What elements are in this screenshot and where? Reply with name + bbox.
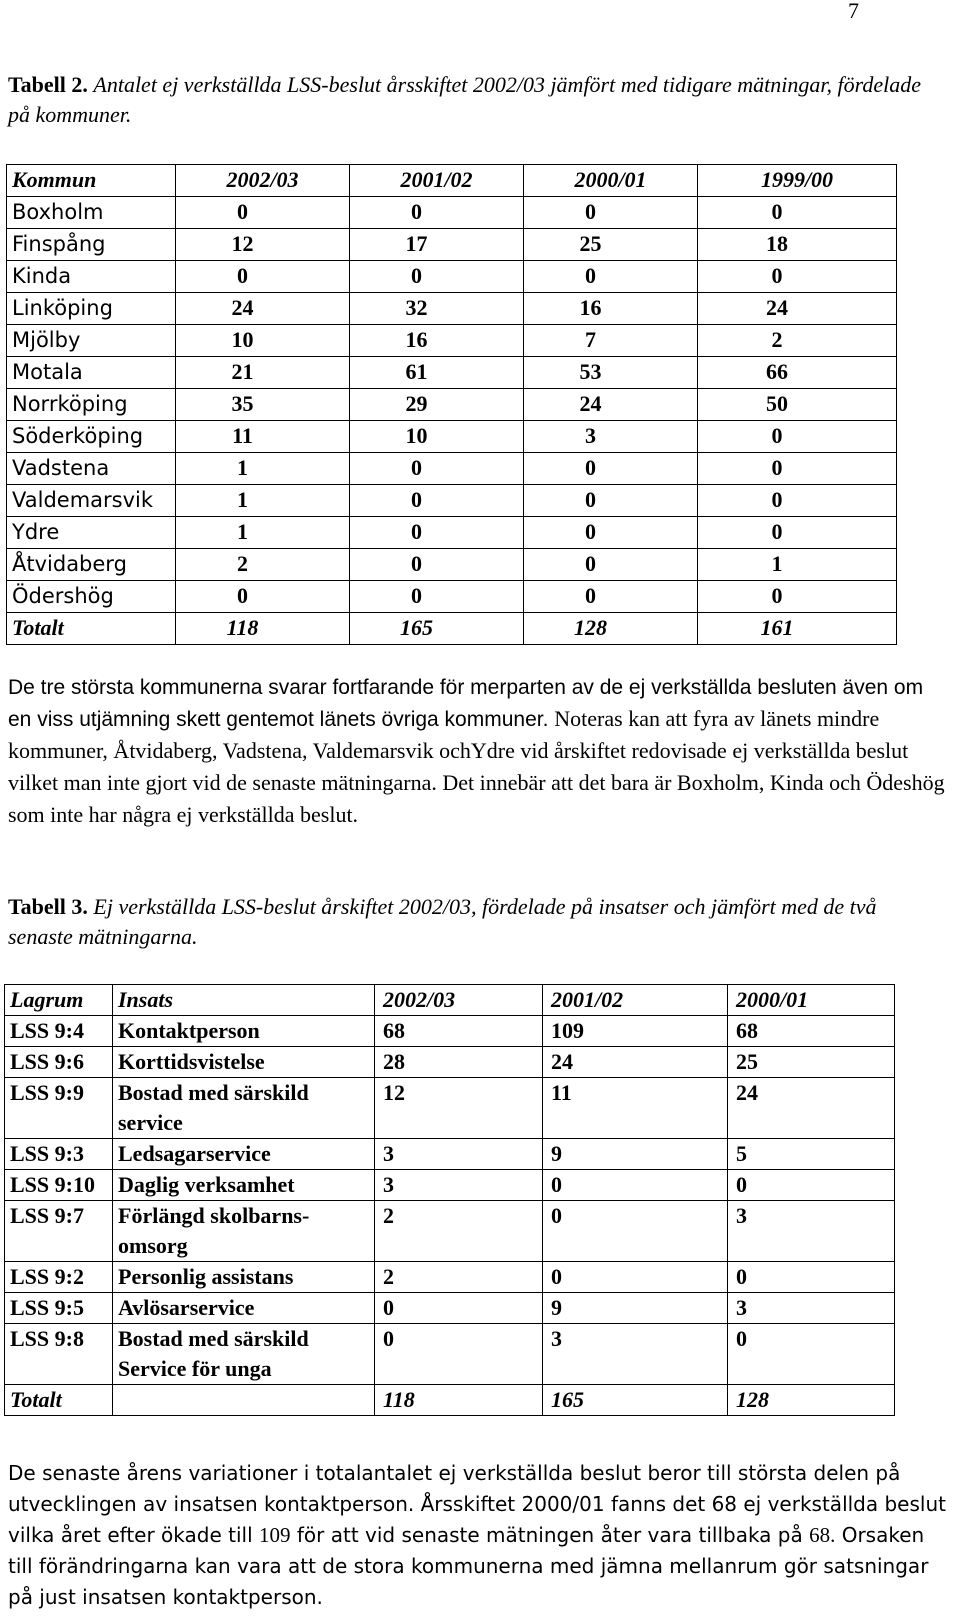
table-row [7, 421, 897, 453]
table-cell: 0 [176, 197, 350, 229]
table-cell: Vadstena [7, 453, 176, 485]
table-cell: 2 [176, 549, 350, 581]
table-cell: 2002/03 [176, 165, 350, 197]
table-cell: Totalt [5, 1385, 113, 1416]
table-cell: 0 [524, 453, 698, 485]
table-row [5, 1016, 895, 1047]
table-row [7, 517, 897, 549]
table-cell: Linköping [7, 293, 176, 325]
table-cell: 9 [543, 1139, 728, 1170]
table-cell: 28 [375, 1047, 543, 1078]
paragraph2-part-b: 109 [259, 1523, 291, 1547]
table-row [7, 325, 897, 357]
table-cell: LSS 9:7 [5, 1201, 113, 1262]
table-cell: 66 [698, 357, 897, 389]
table-cell: 16 [350, 325, 524, 357]
table-cell: 0 [524, 485, 698, 517]
table-cell: 2 [698, 325, 897, 357]
table-cell: 0 [698, 261, 897, 293]
table3-caption [8, 892, 938, 952]
table-cell: 12 [176, 229, 350, 261]
table-cell: 11 [543, 1078, 728, 1139]
table-cell: 3 [728, 1201, 895, 1262]
table-cell: 0 [524, 517, 698, 549]
table-cell: 29 [350, 389, 524, 421]
table-cell: Åtvidaberg [7, 549, 176, 581]
table-cell: 17 [350, 229, 524, 261]
table-cell: Kommun [7, 165, 176, 197]
table-cell: Lagrum [5, 985, 113, 1016]
header-row [7, 165, 897, 197]
table-cell: 35 [176, 389, 350, 421]
table-cell: Motala [7, 357, 176, 389]
table-cell: Valdemarsvik [7, 485, 176, 517]
table-row [7, 549, 897, 581]
table-cell: 7 [524, 325, 698, 357]
table-cell: 2000/01 [524, 165, 698, 197]
table3-caption-lead: Tabell 3. [8, 894, 88, 919]
table-cell: 9 [543, 1293, 728, 1324]
table-cell: 3 [728, 1293, 895, 1324]
paragraph1-part-b: Noteras kan att fyra av länets mindre kommuner, Åtvidaberg, Vadstena, Valdemarsvik ochYdre vid årskiftet redovisade ej verkställda beslut vilket man inte gjort vid de senaste mätningarna. Det innebär att det bara är Boxholm, Kinda och Ödeshög som inte har några ej verkställda beslut. [8, 706, 945, 827]
municipality-table [6, 164, 897, 645]
table-cell: Söderköping [7, 421, 176, 453]
page-number: 7 [848, 0, 859, 23]
table-cell: Kontaktperson [113, 1016, 375, 1047]
table-cell: 161 [698, 613, 897, 645]
table-cell: 24 [524, 389, 698, 421]
table-cell: LSS 9:4 [5, 1016, 113, 1047]
table-cell: 0 [698, 517, 897, 549]
table-cell: Norrköping [7, 389, 176, 421]
table-cell: Förlängd skolbarns-omsorg [113, 1201, 375, 1262]
table-row [5, 1201, 895, 1262]
table-cell: 24 [543, 1047, 728, 1078]
table-cell: 2 [375, 1262, 543, 1293]
table-cell: 0 [524, 261, 698, 293]
paragraph2-part-c: för att vid senaste mätningen åter vara tillbaka på [296, 1523, 803, 1547]
table-cell: 2001/02 [543, 985, 728, 1016]
table-cell: 0 [350, 197, 524, 229]
table-row [7, 581, 897, 613]
table-cell: 165 [543, 1385, 728, 1416]
table-row [5, 1324, 895, 1385]
table-cell: 24 [176, 293, 350, 325]
table-row [7, 485, 897, 517]
table-cell: Boxholm [7, 197, 176, 229]
header-row [5, 985, 895, 1016]
table-cell: 61 [350, 357, 524, 389]
table-cell: Daglig verksamhet [113, 1170, 375, 1201]
table-cell: 0 [728, 1262, 895, 1293]
table-cell: 0 [350, 261, 524, 293]
table-cell: LSS 9:9 [5, 1078, 113, 1139]
table-cell: LSS 9:3 [5, 1139, 113, 1170]
table-cell: 0 [524, 549, 698, 581]
table-cell: 0 [524, 581, 698, 613]
table-cell: 32 [350, 293, 524, 325]
table-cell: Totalt [7, 613, 176, 645]
table-cell: 24 [728, 1078, 895, 1139]
table-row [7, 293, 897, 325]
table-cell: 0 [728, 1170, 895, 1201]
paragraph1-part-a: De tre största kommunerna svarar fortfarande för merparten av de ej verkställda besluten även om en viss utjämning skett gentemot länets övriga kommuner. [8, 676, 924, 731]
table-cell: 0 [350, 581, 524, 613]
table-cell: 5 [728, 1139, 895, 1170]
table-cell: 3 [375, 1170, 543, 1201]
table-cell: LSS 9:2 [5, 1262, 113, 1293]
table2-caption-text: Antalet ej verkställda LSS-beslut årsskiftet 2002/03 jämfört med tidigare mätningar, fördelade på kommuner. [8, 72, 921, 127]
table-row [7, 229, 897, 261]
table-cell: 2002/03 [375, 985, 543, 1016]
table-cell: 0 [350, 485, 524, 517]
table-cell: 2000/01 [728, 985, 895, 1016]
table-cell: Kinda [7, 261, 176, 293]
table-cell: 1 [176, 453, 350, 485]
table-cell: Mjölby [7, 325, 176, 357]
table-row [7, 453, 897, 485]
table-cell: 0 [728, 1324, 895, 1385]
table-row [5, 1170, 895, 1201]
table-cell: 10 [176, 325, 350, 357]
table-cell: Ydre [7, 517, 176, 549]
table-cell: 128 [524, 613, 698, 645]
table-row [7, 197, 897, 229]
table-cell: 128 [728, 1385, 895, 1416]
table-cell: 0 [350, 517, 524, 549]
table-cell: 50 [698, 389, 897, 421]
table-cell: Korttidsvistelse [113, 1047, 375, 1078]
table-cell: LSS 9:10 [5, 1170, 113, 1201]
table-row [5, 1047, 895, 1078]
table-cell: 0 [543, 1201, 728, 1262]
table-cell: 2001/02 [350, 165, 524, 197]
table-row [7, 389, 897, 421]
table-cell: 0 [698, 453, 897, 485]
table-cell: 24 [698, 293, 897, 325]
table-cell: 0 [375, 1293, 543, 1324]
table-cell: 1999/00 [698, 165, 897, 197]
table-cell: 109 [543, 1016, 728, 1047]
table-cell: 21 [176, 357, 350, 389]
table-cell: 25 [524, 229, 698, 261]
table3-caption-text: Ej verkställda LSS-beslut årskiftet 2002/03, fördelade på insatser och jämfört med de två senaste mätningarna. [8, 894, 877, 949]
table-cell: 11 [176, 421, 350, 453]
table-cell: 165 [350, 613, 524, 645]
table-cell: LSS 9:8 [5, 1324, 113, 1385]
table-cell: LSS 9:6 [5, 1047, 113, 1078]
table-cell: 3 [543, 1324, 728, 1385]
table-cell: 0 [524, 197, 698, 229]
table-cell: Personlig assistans [113, 1262, 375, 1293]
table-cell: 0 [176, 261, 350, 293]
total-row [7, 613, 897, 645]
table-cell: 1 [176, 485, 350, 517]
paragraph-variations [8, 1458, 948, 1613]
table-row [5, 1078, 895, 1139]
table-cell: Bostad med särskild service [113, 1078, 375, 1139]
table-row [7, 261, 897, 293]
table-row [5, 1262, 895, 1293]
table-cell: 0 [176, 581, 350, 613]
table-row [5, 1139, 895, 1170]
table-cell: 0 [698, 421, 897, 453]
paragraph2-part-a: De senaste årens variationer i totalantalet ej verkställda beslut beror till största delen på utvecklingen av insatsen kontaktperson. Årsskiftet 2000/01 fanns det 68 ej verkställda beslut vilka året efter ökade till [8, 1461, 946, 1547]
table-cell: 25 [728, 1047, 895, 1078]
table-cell: 10 [350, 421, 524, 453]
table-cell: 0 [375, 1324, 543, 1385]
table-cell: 1 [698, 549, 897, 581]
table-cell: 118 [176, 613, 350, 645]
table-cell: 3 [375, 1139, 543, 1170]
table-row [5, 1293, 895, 1324]
paragraph-municipalities [8, 672, 948, 831]
table-cell: 118 [375, 1385, 543, 1416]
table-cell: Ödershög [7, 581, 176, 613]
table-row [7, 357, 897, 389]
table-cell: 1 [176, 517, 350, 549]
table-cell: 2 [375, 1201, 543, 1262]
insats-table [4, 984, 895, 1416]
table-cell: 3 [524, 421, 698, 453]
paragraph2-part-d: 68. [809, 1523, 836, 1547]
table-cell: 0 [698, 197, 897, 229]
table-cell: 12 [375, 1078, 543, 1139]
table-cell: Ledsagarservice [113, 1139, 375, 1170]
table-cell: 0 [543, 1262, 728, 1293]
table-cell: Finspång [7, 229, 176, 261]
table2-caption-lead: Tabell 2. [8, 72, 88, 97]
table-cell: 16 [524, 293, 698, 325]
table-cell: 0 [543, 1170, 728, 1201]
paragraph2-part-e: Orsaken till förändringarna kan vara att de stora kommunerna med jämna mellanrum gör satsningar på just insatsen kontaktperson. [8, 1523, 929, 1609]
total-row [5, 1385, 895, 1416]
table-cell: 68 [375, 1016, 543, 1047]
table-cell: LSS 9:5 [5, 1293, 113, 1324]
table-cell: 18 [698, 229, 897, 261]
table-cell: 0 [350, 453, 524, 485]
table-cell: Bostad med särskild Service för unga [113, 1324, 375, 1385]
table-cell: 0 [350, 549, 524, 581]
table2-caption [8, 70, 938, 130]
table-cell [113, 1385, 375, 1416]
table-cell: 53 [524, 357, 698, 389]
table-cell: Avlösarservice [113, 1293, 375, 1324]
table-cell: Insats [113, 985, 375, 1016]
table-cell: 0 [698, 485, 897, 517]
table-cell: 0 [698, 581, 897, 613]
table-cell: 68 [728, 1016, 895, 1047]
